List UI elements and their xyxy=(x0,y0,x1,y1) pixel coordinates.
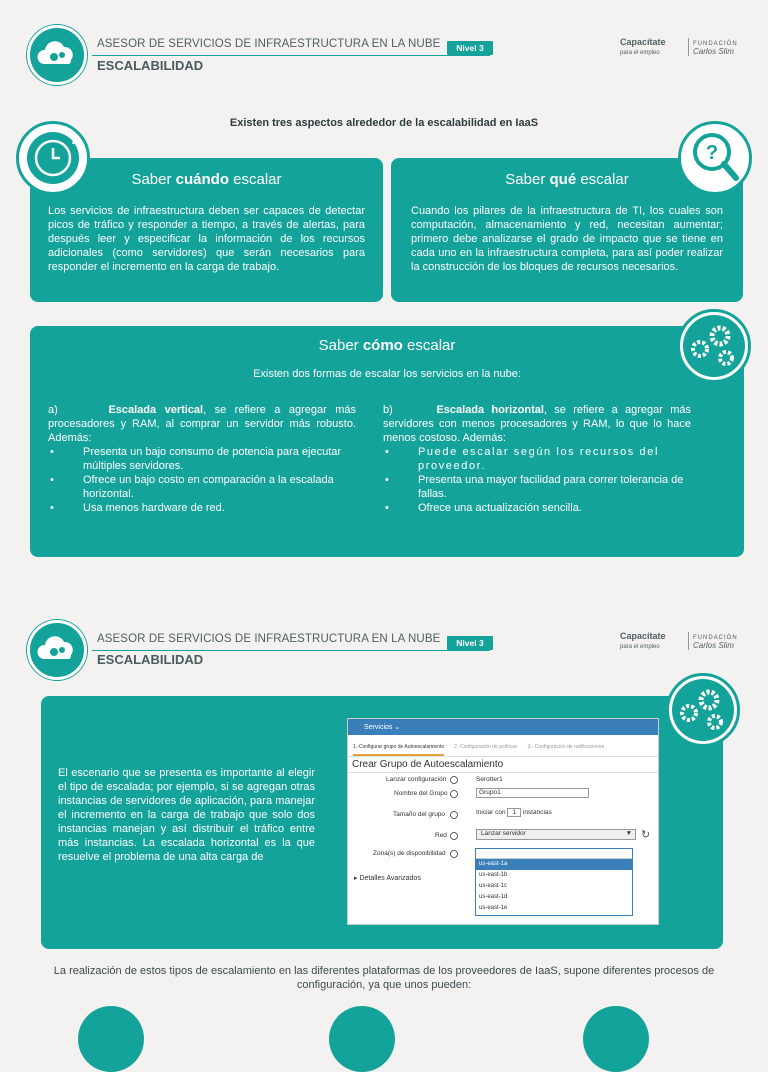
group-size-label: Tamaño del grupo xyxy=(393,811,446,818)
brand-fundacion-2: FUNDACIÓN Carlos Slim xyxy=(688,632,738,650)
brand-fundacion: FUNDACIÓN Carlos Slim xyxy=(688,38,738,56)
level-badge: Nivel 3 xyxy=(447,41,493,55)
horizontal-scaling-item: • Puede escalar según los recursos del proveedor. xyxy=(383,445,691,473)
header-subtitle: ESCALABILIDAD xyxy=(97,58,204,73)
vertical-scaling: a) Escalada vertical, se refiere a agregar más procesadores y RAM, al comprar un servidor más robusto. Además: • Presenta un bajo consumo de potencia para ejecutar múltiples servidores. • Ofrece un bajo costo en comparación a la escalada horizontal. • Usa menos hardware de red. xyxy=(48,403,356,515)
console-tab-2[interactable]: 2.-Configuración de políticas xyxy=(454,744,518,750)
cloud-gear-logo-icon xyxy=(27,25,87,85)
card-how-title: Saber cómo escalar xyxy=(318,337,456,354)
magnifier-question-icon xyxy=(678,121,752,195)
card-when-title: Saber cuándo escalar xyxy=(131,171,282,188)
console-screenshot xyxy=(347,718,659,925)
header-subtitle-2: ESCALABILIDAD xyxy=(97,652,204,667)
console-tab-1[interactable]: 1.-Configurar grupo de Autoescalamiento xyxy=(353,744,444,756)
launch-value: Serotter1 xyxy=(476,776,503,783)
group-name-label: Nombre del Grupo xyxy=(394,790,448,797)
vertical-scaling-list xyxy=(48,445,356,515)
horizontal-scaling: b) Escalada horizontal, se refiere a agregar más servidores con menos procesadores y RAM, lo que lo hace menos costoso. Además: • Puede escalar según los recursos del proveedor. • Presenta una mayor facilidad para correr tolerancia de fallas. • Ofrece una actualización sencilla. xyxy=(383,403,691,515)
group-size-input[interactable]: 1 xyxy=(507,808,521,817)
brand-capacitate-2: Capacítate para el empleo xyxy=(620,631,666,650)
card-how xyxy=(30,326,744,557)
zones-label: Zona(s) de disponibilidad xyxy=(373,850,446,857)
network-select[interactable]: Lanzar servidor ▼ xyxy=(476,829,636,840)
card-when-body: Los servicios de infraestructura deben ser capaces de detectar picos de tráfico y responder a tiempo, a través de alertas, para después leer y especificar la información de los recursos adicionales (como servidores) que serán necesarios para responder el incremento en la carga de trabajo. xyxy=(48,205,365,273)
console-tabs xyxy=(348,735,658,757)
zone-option[interactable]: us-east-1d xyxy=(479,894,508,900)
zone-option[interactable]: us-east-1a xyxy=(476,859,632,870)
vertical-scaling-item: • Usa menos hardware de red. xyxy=(48,501,356,515)
header-title-2: ASESOR DE SERVICIOS DE INFRAESTRUCTURA EN LA NUBE xyxy=(97,633,441,645)
network-label: Red xyxy=(435,832,447,839)
console-menu-bar: Servicios ⌄ xyxy=(348,719,658,735)
cloud-gear-logo-icon-2 xyxy=(27,620,87,680)
horizontal-scaling-item: • Ofrece una actualización sencilla. xyxy=(383,501,691,515)
bottom-icon-1 xyxy=(78,1006,144,1072)
console-tab-3[interactable]: 3.- Configuración de notificaciones xyxy=(527,744,605,750)
horizontal-scaling-item: • Presenta una mayor facilidad para correr tolerancia de fallas. xyxy=(383,473,691,501)
group-name-input[interactable]: Grupo1 xyxy=(476,788,589,798)
vertical-scaling-item: • Presenta un bajo consumo de potencia para ejecutar múltiples servidores. xyxy=(48,445,356,473)
zones-listbox[interactable] xyxy=(475,848,633,916)
refresh-icon[interactable]: ↻ xyxy=(641,829,651,841)
zone-option[interactable]: us-east-1c xyxy=(479,883,508,889)
scenario-text: El escenario que se presenta es importante al elegir el tipo de escalada; por ejemplo, si se agregan otras instancias de servidores de aplicación, para manejar el incremento en la carga de trabajo que solo dos instancias manejan y así distribuir el tráfico entre más instancias. La escalada horizontal es la que resuelve el problema de una alta carga de xyxy=(58,767,315,863)
launch-label: Lanzar configuración xyxy=(386,776,447,783)
info-icons xyxy=(449,775,459,865)
header-title: ASESOR DE SERVICIOS DE INFRAESTRUCTURA EN LA NUBE xyxy=(97,38,441,50)
card-what-title: Saber qué escalar xyxy=(505,171,629,188)
group-size-control: Iniciar con 1 instancias xyxy=(476,809,552,816)
bottom-icon-3 xyxy=(583,1006,649,1072)
gears-icon-2 xyxy=(666,673,740,747)
console-heading: Crear Grupo de Autoescalamiento xyxy=(348,757,658,773)
card-what-body: Cuando los pilares de la infraestructura de TI, los cuales son computación, almacenamiento y red, necesitan aumentar; primero debe analizarse el grado de impacto que se tiene en cada uno en la infraestructura completa, para así poder realizar la construcción de los bloques de recursos necesarios. xyxy=(411,205,723,273)
bottom-icon-2 xyxy=(329,1006,395,1072)
intro-text: Existen tres aspectos alrededor de la escalabilidad en IaaS xyxy=(229,117,539,129)
advanced-details-toggle[interactable]: ▸ Detalles Avanzados xyxy=(354,875,421,882)
horizontal-scaling-list xyxy=(383,445,691,515)
zone-option[interactable]: us-east-1e xyxy=(479,905,508,911)
zone-option[interactable]: us-east-1b xyxy=(479,872,508,878)
closing-text: La realización de estos tipos de escalamiento en las diferentes plataformas de los proveedores de IaaS, supone diferentes procesos de configuración, ya que unos pueden: xyxy=(53,965,715,991)
vertical-scaling-item: • Ofrece un bajo costo en comparación a la escalada horizontal. xyxy=(48,473,356,501)
svg-text:?: ? xyxy=(705,142,719,164)
card-how-lead: Existen dos formas de escalar los servicios en la nube: xyxy=(253,368,521,380)
level-badge-2: Nivel 3 xyxy=(447,636,493,650)
brand-capacitate: Capacítate para el empleo xyxy=(620,37,666,56)
clock-icon xyxy=(16,121,90,195)
gears-icon xyxy=(677,309,751,383)
